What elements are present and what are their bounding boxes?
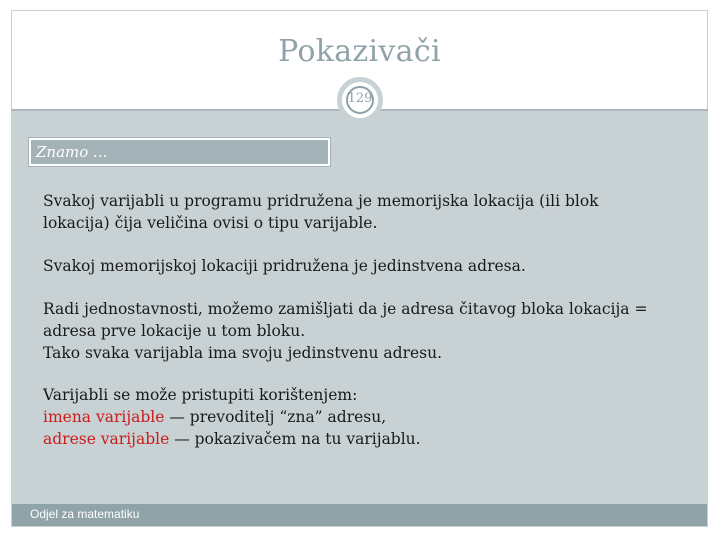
paragraph-2 bbox=[43, 255, 683, 277]
access-method-item bbox=[43, 406, 683, 428]
paragraph-3 bbox=[43, 298, 683, 364]
highlighted-term: adrese varijable bbox=[43, 430, 170, 448]
paragraph-line: Tako svaka varijabla ima svoju jedinstvenu adresu. bbox=[43, 344, 443, 362]
highlighted-term: imena varijable bbox=[43, 408, 165, 426]
paragraph-line: Svakoj memorijskoj lokaciji pridružena je jedinstvena adresa. bbox=[43, 257, 526, 275]
paragraph-1 bbox=[43, 190, 683, 234]
slide-title: Pokazivači bbox=[278, 34, 441, 69]
paragraph-4 bbox=[43, 384, 683, 450]
term-description: — pokazivačem na tu varijablu. bbox=[169, 430, 421, 448]
paragraph-line: adresa prve lokacije u tom bloku. bbox=[43, 322, 306, 340]
term-description: — prevoditelj “zna” adresu, bbox=[164, 408, 387, 426]
paragraph-line: Svakoj varijabli u programu pridružena je memorijska lokacija (ili blok bbox=[43, 192, 599, 210]
paragraph-line: lokacija) čija veličina ovisi o tipu varijable. bbox=[43, 214, 378, 232]
access-method-item bbox=[43, 428, 683, 450]
paragraph-line: Radi jednostavnosti, možemo zamišljati da je adresa čitavog bloka lokacija = bbox=[43, 300, 648, 318]
section-label: Znamo ... bbox=[29, 138, 330, 166]
paragraph-intro: Varijabli se može pristupiti korištenjem: bbox=[43, 386, 358, 404]
footer-text: Odjel za matematiku bbox=[30, 507, 140, 521]
page-number: 129 bbox=[347, 91, 373, 106]
